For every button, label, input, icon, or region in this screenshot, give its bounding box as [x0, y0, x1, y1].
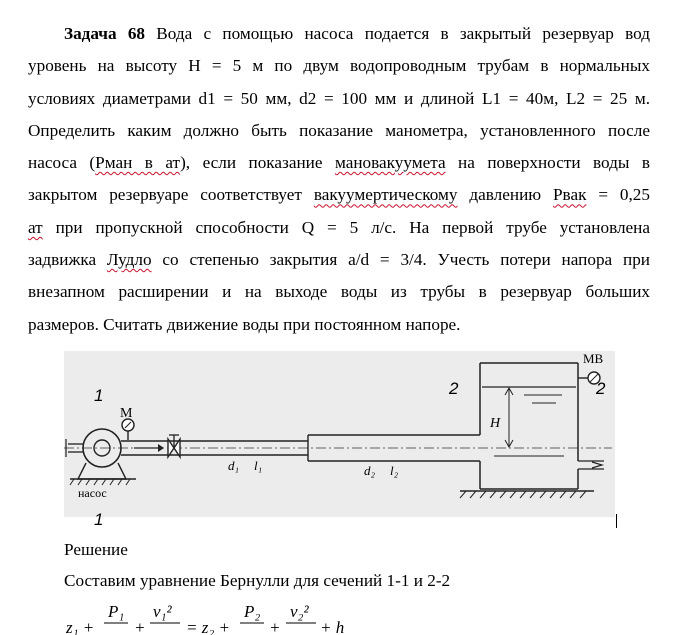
formula-eq: = z₂ + — [186, 618, 230, 635]
mano-vacuum-label: МВ — [583, 351, 604, 366]
manovacuumeter-term: мановакуумета — [334, 153, 446, 173]
diagram-svg — [64, 351, 615, 517]
pump-label: насос — [78, 486, 107, 500]
d2-label: d₂ — [364, 463, 376, 478]
problem-line-6-a: закрытом резервуаре соответствует — [28, 185, 314, 205]
formula-tail: + h — [320, 618, 345, 635]
formula-p2: P₂ — [244, 602, 261, 621]
problem-line-8-b: со степенью закрытия a/d = 3/4. Учесть потери напора при — [151, 250, 650, 270]
p-vac-term: Рвак — [553, 185, 587, 205]
problem-line-8 — [28, 244, 650, 276]
problem-line-7 — [28, 212, 650, 244]
problem-line-6-c: = 0,25 — [586, 185, 650, 205]
problem-line-5-a: насоса ( — [28, 153, 96, 173]
problem-line-5-c: на поверхности воды в — [445, 153, 651, 173]
solution-title: Решение — [64, 540, 128, 559]
gate-valve-icon — [168, 435, 180, 457]
problem-line-4: Определить каким должно быть показание манометра, установленного после — [28, 120, 650, 140]
ground-hatch-tank — [460, 491, 594, 498]
height-label: H — [490, 416, 501, 431]
p-man-term: Рман в ат — [95, 153, 181, 173]
formula-plus1: + — [134, 618, 146, 635]
problem-text — [28, 18, 650, 341]
flow-arrow-icon — [134, 444, 164, 452]
section-1-top-label: 1 — [94, 386, 104, 405]
l2-label: l₂ — [390, 463, 399, 478]
bernoulli-equation — [64, 600, 364, 635]
formula-plus2: + — [269, 618, 281, 635]
formula-svg — [64, 600, 364, 635]
text-cursor — [616, 514, 617, 528]
section-2-right-label: 2 — [596, 379, 606, 398]
problem-line-8-a: задвижка — [28, 250, 107, 270]
d1-label: d₁ — [228, 458, 240, 473]
problem-line-1-text: Вода с помощью насоса подается в закрытый резервуар вод — [156, 24, 650, 43]
problem-line-6-b: давлению — [457, 185, 553, 205]
height-dimension — [505, 388, 513, 447]
problem-line-7-a: при пропускной способности Q = 5 л/с. На первой трубе установлена — [42, 217, 650, 237]
vacuum-term: вакуумертическому — [313, 185, 458, 205]
at-term: ат — [28, 217, 43, 237]
formula-p1: P₁ — [108, 602, 125, 621]
section-2-left-label: 2 — [449, 379, 459, 398]
problem-line-9: внезапном расширении и на выходе воды из трубы в резервуар больших — [28, 282, 650, 302]
problem-line-5 — [28, 147, 650, 179]
solution-text: Составим уравнение Бернулли для сечений 1-1 и 2-2 — [64, 571, 451, 590]
problem-line-2: уровень на высоту H = 5 м по двум водопроводным трубам в нормальных — [28, 56, 650, 76]
problem-line-5-b: ), если показание — [180, 153, 335, 173]
manometer-label: М — [120, 406, 133, 421]
ground-hatch-pump — [70, 479, 136, 485]
ludlo-term: Лудло — [106, 250, 152, 270]
section-1-bottom-label: 1 — [94, 510, 104, 529]
pump-system-diagram — [64, 351, 615, 517]
formula-z1: z₁ + — [66, 618, 95, 635]
manometer-icon — [122, 419, 134, 440]
problem-line-3: условиях диаметрами d1 = 50 мм, d2 = 100 мм и длиной L1 = 40м, L2 = 25 м. — [28, 88, 650, 108]
l1-label: l₁ — [254, 458, 263, 473]
problem-line-1 — [28, 18, 650, 50]
problem-line-6 — [28, 179, 650, 211]
pump-icon — [66, 429, 126, 479]
formula-v2: v₂² — [290, 602, 309, 621]
problem-line-10: размеров. Считать движение воды при постоянном напоре. — [28, 314, 461, 334]
formula-v1: v₁² — [153, 602, 172, 621]
problem-title: Задача 68 — [64, 24, 146, 43]
